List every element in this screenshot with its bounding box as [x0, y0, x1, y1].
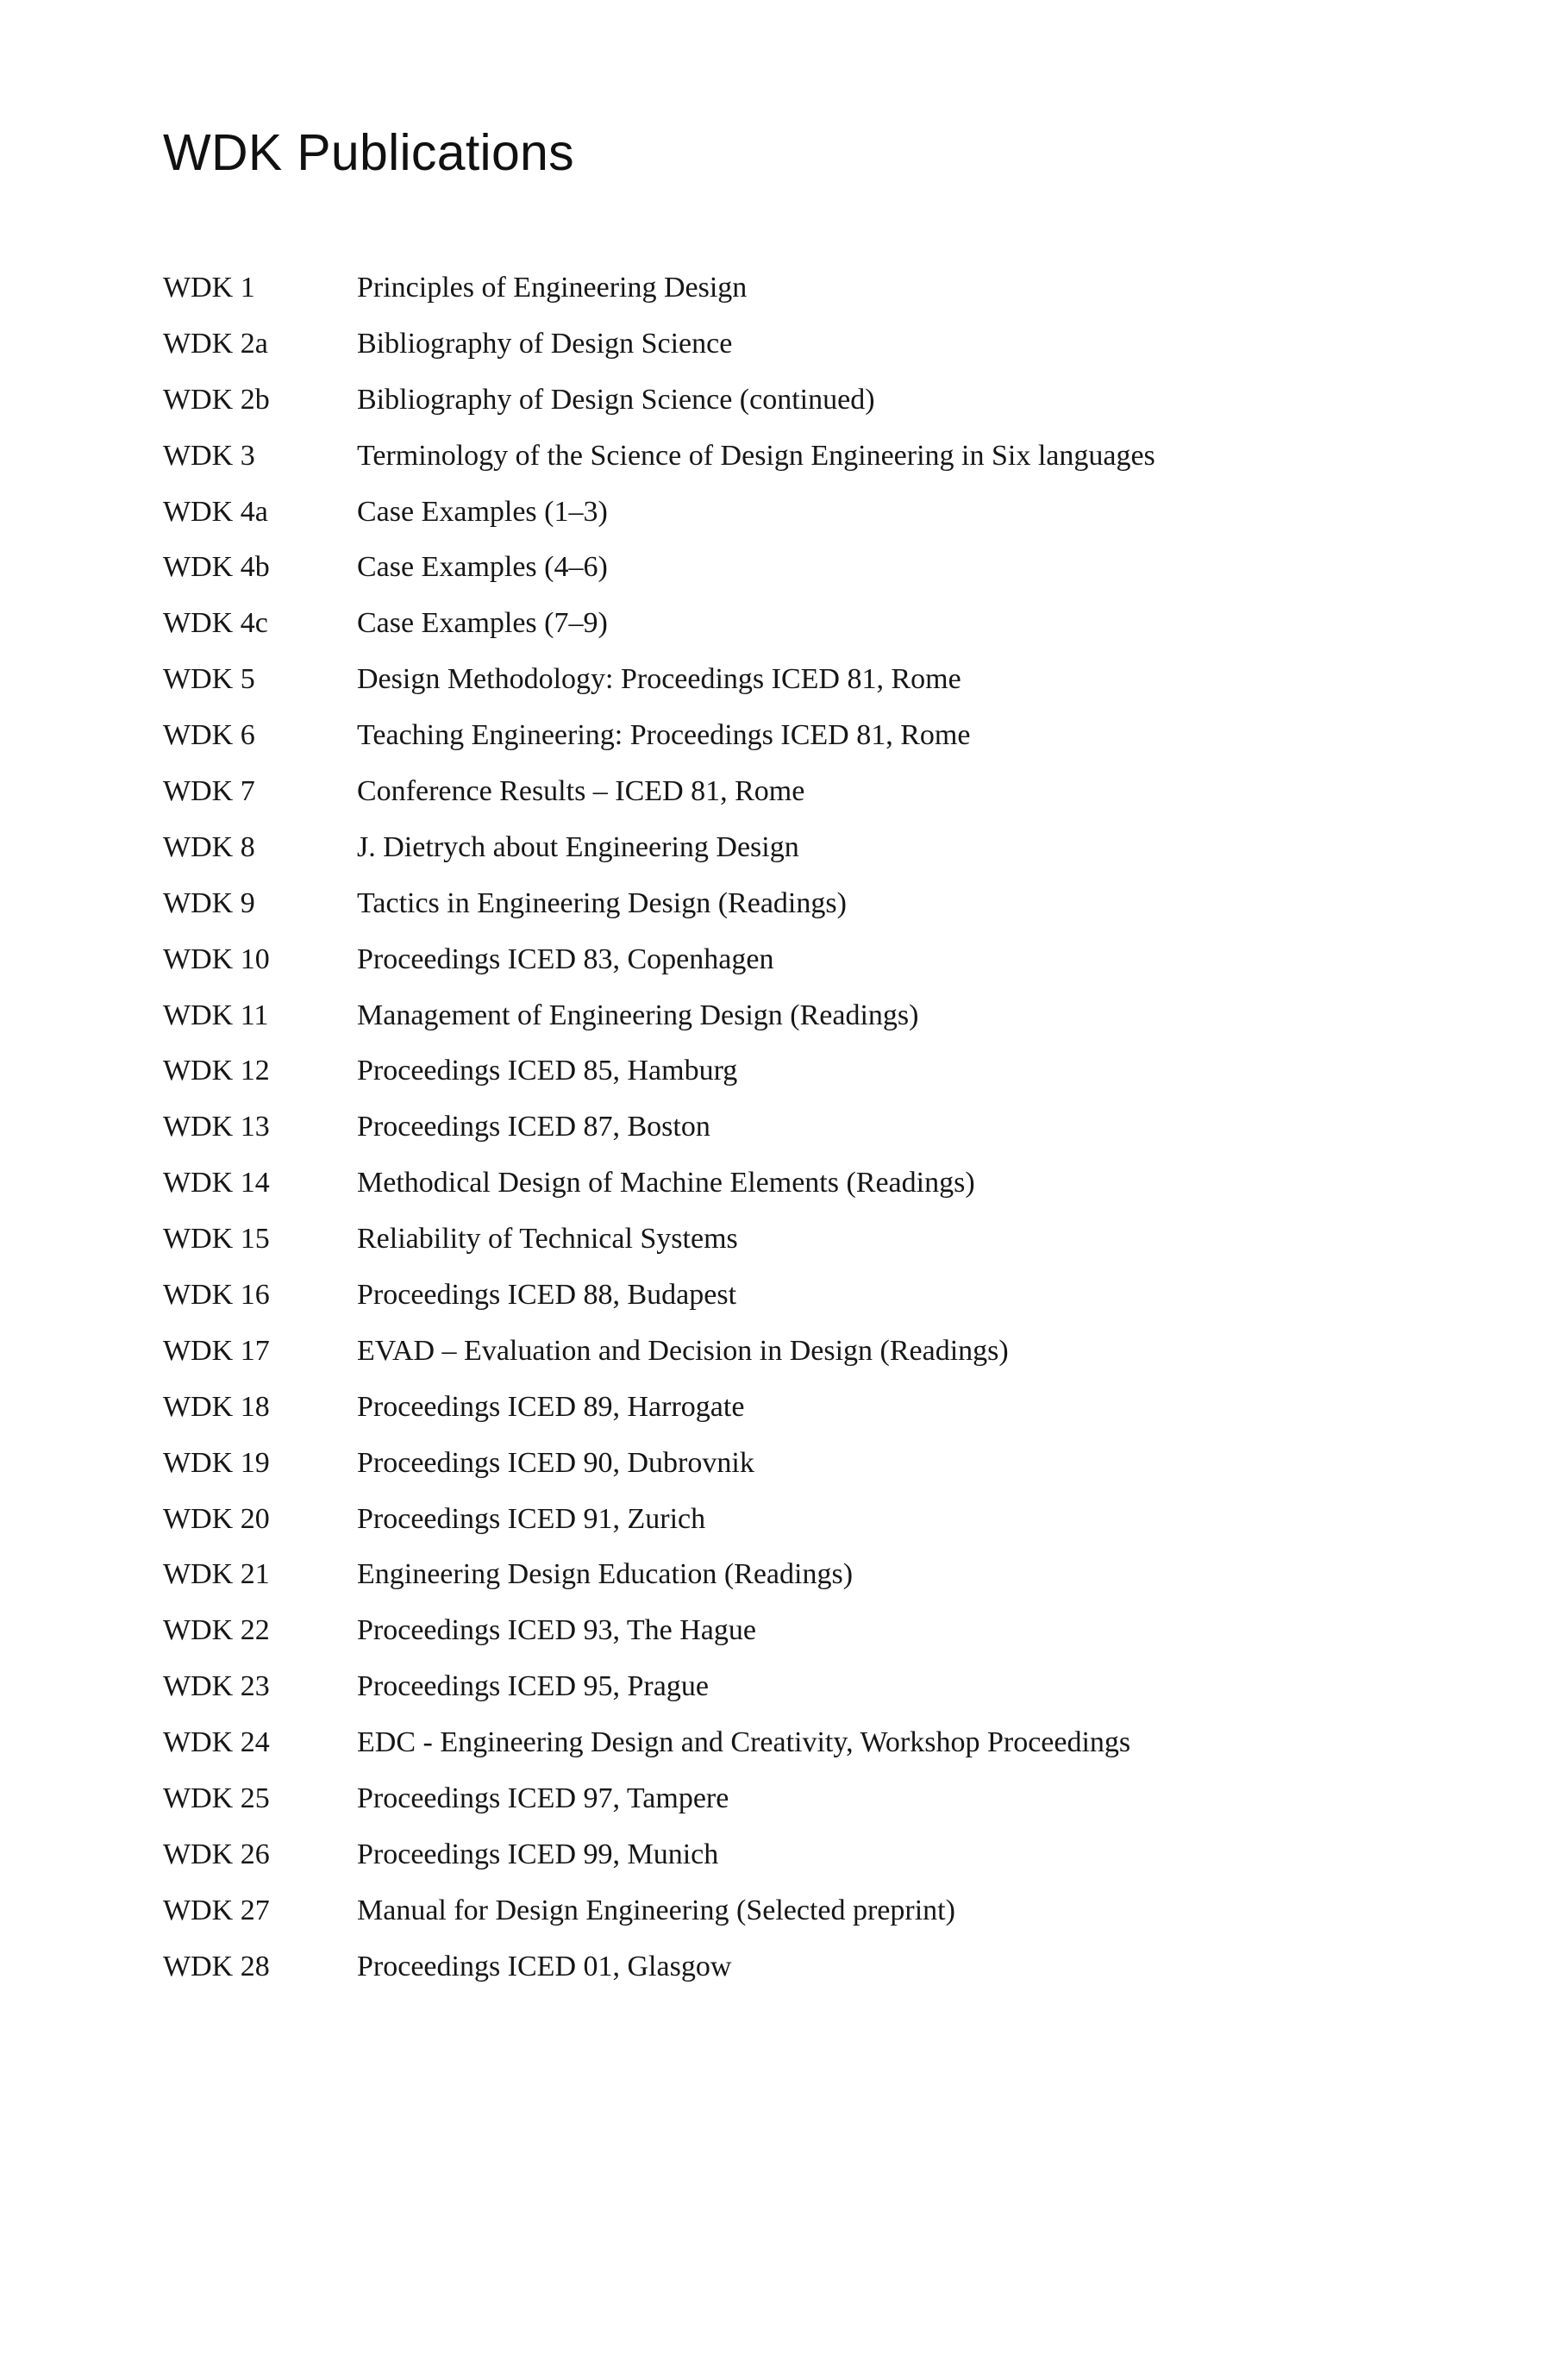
publication-title: Proceedings ICED 89, Harrogate: [357, 1390, 745, 1423]
publication-code: WDK 5: [163, 663, 255, 696]
publication-code: WDK 21: [163, 1558, 270, 1591]
list-item: [163, 1603, 1439, 1659]
list-item: [163, 1547, 1439, 1603]
publication-code: WDK 24: [163, 1726, 270, 1759]
publication-title: Proceedings ICED 87, Boston: [357, 1111, 710, 1143]
list-item: [163, 988, 1439, 1044]
list-item: [163, 485, 1439, 541]
publication-title: Design Methodology: Proceedings ICED 81, Rome: [357, 663, 961, 696]
list-item: [163, 1771, 1439, 1827]
list-item: [163, 1043, 1439, 1099]
publication-code: WDK 6: [163, 719, 255, 752]
publication-code: WDK 18: [163, 1390, 270, 1423]
publication-title: EDC - Engineering Design and Creativity, Workshop Proceedings: [357, 1726, 1131, 1759]
list-item: [163, 373, 1439, 429]
list-item: [163, 1324, 1439, 1380]
publication-title: Proceedings ICED 83, Copenhagen: [357, 943, 774, 975]
publication-title: Proceedings ICED 97, Tampere: [357, 1782, 729, 1815]
list-item: [163, 876, 1439, 932]
list-item: [163, 1492, 1439, 1548]
list-item: [163, 260, 1439, 316]
publication-title: Proceedings ICED 91, Zurich: [357, 1502, 706, 1535]
publication-code: WDK 15: [163, 1223, 270, 1256]
publication-code: WDK 16: [163, 1279, 270, 1312]
publication-title: Bibliography of Design Science (continued): [357, 383, 875, 416]
publication-title: J. Dietrych about Engineering Design: [357, 830, 799, 863]
list-item: [163, 932, 1439, 988]
publication-title: EVAD – Evaluation and Decision in Design (Readings): [357, 1334, 1009, 1367]
publication-code: WDK 12: [163, 1055, 270, 1087]
publication-title: Terminology of the Science of Design Engineering in Six languages: [357, 439, 1155, 472]
publication-code: WDK 8: [163, 830, 255, 863]
list-item: [163, 540, 1439, 596]
list-item: [163, 1156, 1439, 1212]
publication-title: Proceedings ICED 93, The Hague: [357, 1614, 756, 1647]
publication-code: WDK 9: [163, 886, 255, 919]
publication-code: WDK 27: [163, 1894, 270, 1926]
list-item: [163, 1268, 1439, 1324]
list-item: [163, 429, 1439, 485]
publication-title: Proceedings ICED 88, Budapest: [357, 1279, 737, 1312]
publication-title: Case Examples (4–6): [357, 551, 608, 584]
publication-code: WDK 25: [163, 1782, 270, 1815]
publication-code: WDK 10: [163, 943, 270, 975]
publication-code: WDK 4a: [163, 495, 268, 528]
publication-title: Manual for Design Engineering (Selected preprint): [357, 1894, 955, 1926]
list-item: [163, 1212, 1439, 1268]
list-item: [163, 316, 1439, 373]
list-item: [163, 820, 1439, 876]
list-item: [163, 764, 1439, 820]
publication-title: Reliability of Technical Systems: [357, 1223, 738, 1256]
publication-title: Proceedings ICED 85, Hamburg: [357, 1055, 738, 1087]
publication-title: Proceedings ICED 95, Prague: [357, 1670, 709, 1703]
publication-code: WDK 23: [163, 1670, 270, 1703]
publication-title: Conference Results – ICED 81, Rome: [357, 775, 805, 808]
list-item: [163, 1715, 1439, 1771]
publication-code: WDK 28: [163, 1950, 270, 1982]
publication-title: Tactics in Engineering Design (Readings): [357, 886, 847, 919]
list-item: [163, 708, 1439, 764]
publication-title: Methodical Design of Machine Elements (Readings): [357, 1167, 975, 1199]
publication-code: WDK 3: [163, 439, 255, 472]
publication-code: WDK 4c: [163, 607, 268, 640]
publication-title: Proceedings ICED 90, Dubrovnik: [357, 1446, 754, 1479]
list-item: [163, 652, 1439, 708]
publication-title: Bibliography of Design Science: [357, 327, 733, 360]
list-item: [163, 596, 1439, 652]
publication-code: WDK 11: [163, 999, 269, 1031]
publication-list: [163, 260, 1439, 1995]
publication-code: WDK 1: [163, 272, 255, 304]
page-title: WDK Publications: [163, 124, 574, 181]
publication-title: Engineering Design Education (Readings): [357, 1558, 854, 1591]
publication-title: Management of Engineering Design (Readings): [357, 999, 919, 1031]
list-item: [163, 1827, 1439, 1883]
publication-code: WDK 26: [163, 1838, 270, 1870]
publication-title: Proceedings ICED 99, Munich: [357, 1838, 719, 1870]
list-item: [163, 1883, 1439, 1939]
list-item: [163, 1380, 1439, 1436]
publication-title: Principles of Engineering Design: [357, 272, 748, 304]
publication-code: WDK 14: [163, 1167, 270, 1199]
publication-title: Case Examples (7–9): [357, 607, 608, 640]
publication-code: WDK 13: [163, 1111, 270, 1143]
publication-code: WDK 2a: [163, 327, 268, 360]
publication-title: Teaching Engineering: Proceedings ICED 81, Rome: [357, 719, 971, 752]
publication-code: WDK 20: [163, 1502, 270, 1535]
list-item: [163, 1659, 1439, 1715]
publication-title: Proceedings ICED 01, Glasgow: [357, 1950, 732, 1982]
publication-code: WDK 22: [163, 1614, 270, 1647]
publication-title: Case Examples (1–3): [357, 495, 608, 528]
publication-code: WDK 7: [163, 775, 255, 808]
publication-code: WDK 17: [163, 1334, 270, 1367]
publication-code: WDK 4b: [163, 551, 270, 584]
list-item: [163, 1436, 1439, 1492]
publication-code: WDK 2b: [163, 383, 270, 416]
list-item: [163, 1939, 1439, 1995]
publication-code: WDK 19: [163, 1446, 270, 1479]
list-item: [163, 1099, 1439, 1156]
